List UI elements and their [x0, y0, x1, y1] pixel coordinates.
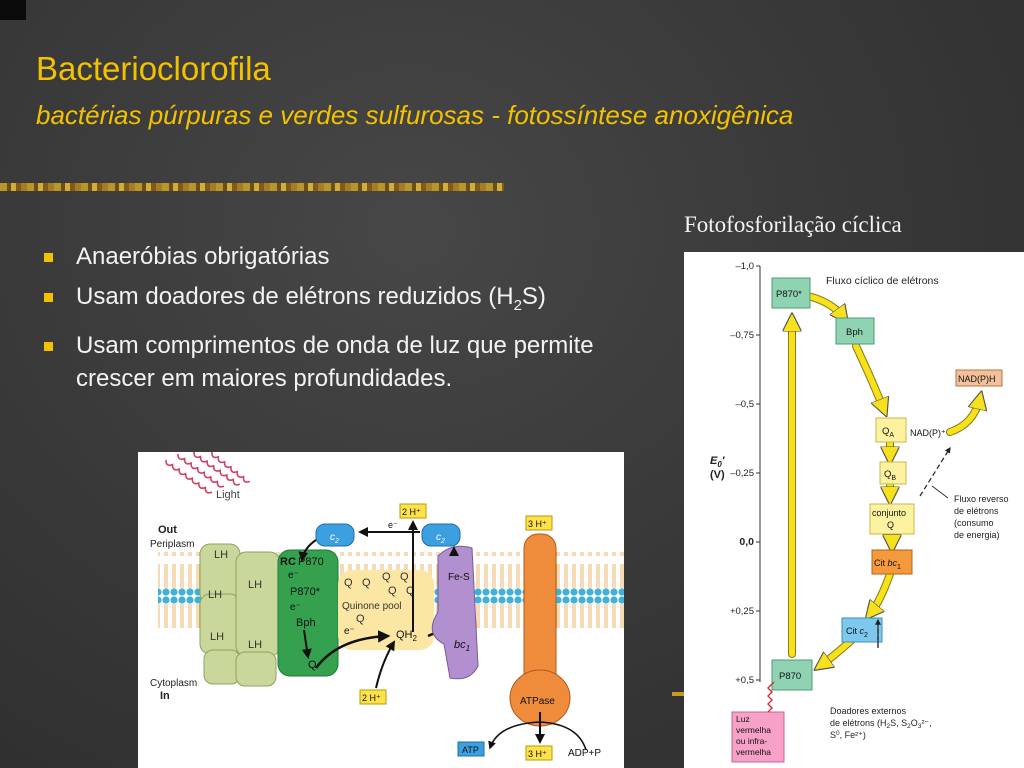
doadores-2-pre: de elétrons (H: [830, 718, 887, 728]
label-q-rc: Q: [308, 659, 317, 671]
cytochrome-bc1: [432, 546, 478, 679]
label-pool-2: Q: [887, 520, 895, 530]
right-figure-caption: Fotofosforilação cíclica: [684, 212, 902, 237]
cit-c2-pre: Cit: [846, 626, 860, 636]
slide-subtitle: bactérias púrpuras e verdes sulfurosas - fotossíntese anoxigênica: [36, 100, 794, 130]
label-e-1: e⁻: [288, 570, 299, 581]
label-atpase: ATPase: [520, 696, 555, 707]
axis-label-prime: ′: [721, 455, 725, 467]
label-adp: ADP+P: [568, 748, 602, 759]
energy-diagram: [684, 252, 1024, 768]
accent-line: [672, 692, 684, 696]
corner-mark: [0, 0, 26, 20]
axis-label-sub: 0: [717, 460, 722, 469]
qh-sub: 2: [412, 634, 417, 643]
label-lh-4: LH: [210, 631, 225, 643]
label-cytoplasm: Cytoplasm: [150, 678, 198, 689]
label-lh-1: LH: [214, 549, 229, 561]
bullet-square-icon: [44, 342, 53, 351]
doadores-2-end: ²⁻,: [921, 718, 932, 728]
axis-tick-label: –0,75: [730, 330, 754, 341]
qa-base: Q: [882, 426, 890, 437]
axis-tick-label: +0,5: [735, 675, 754, 686]
c2-right-base: c: [436, 532, 441, 543]
cit-c2-sub: 2: [864, 632, 868, 639]
bullet-item-3: [44, 329, 664, 395]
label-q-pool-5: Q: [388, 585, 397, 597]
label-pool-1: conjunto: [872, 508, 907, 518]
label-periplasm: Periplasm: [150, 539, 195, 550]
doadores-2-sub-b: 2: [907, 723, 911, 730]
dashed-reverse-flow: [920, 448, 950, 496]
reverse-callout-line: [932, 486, 948, 498]
bullet-text-2-post: S): [521, 283, 546, 310]
label-p870: P870: [298, 556, 324, 568]
qh-base: QH: [396, 629, 413, 641]
membrane-diagram-svg: [138, 452, 624, 768]
label-nadp-plus: NAD(P)⁺: [910, 428, 946, 438]
axis-tick-label: –1,0: [735, 261, 754, 272]
qa-sub: A: [889, 432, 895, 439]
axis-unit: (V): [710, 469, 725, 481]
label-lh-5: LH: [248, 639, 263, 651]
label-e-3: e⁻: [344, 626, 355, 637]
cit-bc1-c: bc: [887, 558, 898, 568]
label-q-pool-1: Q: [344, 577, 353, 589]
bullet-square-icon: [44, 253, 53, 262]
c2-left-sub: 2: [335, 538, 339, 545]
bc-sub: 1: [465, 644, 471, 653]
doadores-3-pre: S: [830, 730, 837, 740]
title-divider: [0, 183, 504, 191]
label-luz-1: Luz: [736, 714, 750, 724]
slide-title: Bacterioclorofila: [36, 50, 271, 87]
label-lh-3: LH: [208, 589, 223, 601]
label-atp: ATP: [462, 745, 479, 755]
cit-bc1-pre: Cit: [874, 558, 888, 568]
doadores-2-o: O: [910, 718, 918, 728]
doadores-3-end: ²⁺): [855, 730, 866, 740]
bullet-list: [44, 240, 664, 402]
cit-c2-c: c: [859, 626, 864, 636]
bullet-text-3: Usam comprimentos de onda de luz que permite crescer em maiores profundidades.: [76, 331, 594, 392]
axis-tick-label: –0,5: [735, 399, 754, 410]
axis-tick-label: +0,25: [729, 606, 754, 617]
qb-sub: B: [891, 475, 897, 482]
light-harvesting-complex: [200, 544, 280, 686]
label-reverso-3: (consumo: [954, 518, 994, 528]
axis-label: [710, 455, 726, 469]
label-3h-top: 3 H⁺: [528, 519, 547, 529]
label-out: Out: [158, 524, 177, 536]
label-e-4: e⁻: [388, 520, 398, 530]
bullet-text-1: Anaeróbias obrigatórias: [76, 243, 330, 270]
label-box-p870-star: P870*: [776, 289, 802, 300]
label-e-2: e⁻: [290, 602, 301, 613]
label-box-nadph: NAD(P)H: [958, 374, 996, 384]
bullet-text-2-sub: 2: [513, 296, 522, 314]
label-lh-2: LH: [248, 579, 263, 591]
qb-base: Q: [884, 469, 892, 480]
label-q-pool-3: Q: [382, 571, 391, 583]
bullet-square-icon: [44, 293, 53, 302]
label-reverso-1: Fluxo reverso: [954, 494, 1009, 504]
bullet-item-2: [44, 280, 664, 322]
c2-right-sub: 2: [441, 538, 445, 545]
label-q-pool-6: Q: [406, 585, 415, 597]
label-fluxo-ciclico: Fluxo cíclico de elétrons: [826, 275, 939, 287]
label-p870-star: P870*: [290, 586, 320, 598]
c2-left-base: c: [330, 532, 335, 543]
label-doadores-3: [830, 730, 866, 740]
label-q-pool-4: Q: [400, 571, 409, 583]
energy-diagram-svg: [684, 252, 1024, 768]
label-bph: Bph: [296, 617, 316, 629]
label-luz-2: vermelha: [736, 725, 771, 735]
doadores-3-sup: 0: [836, 730, 840, 737]
label-luz-3: ou infra-: [736, 736, 768, 746]
axis-tick-label: 0,0: [739, 536, 754, 548]
label-q-pool-2: Q: [362, 577, 371, 589]
label-3h-bottom: 3 H⁺: [528, 749, 547, 759]
label-rc: RC: [280, 556, 296, 568]
label-reverso-2: de elétrons: [954, 506, 999, 516]
membrane-diagram: [138, 452, 624, 768]
label-fes: Fe-S: [448, 572, 470, 583]
label-luz-4: vermelha: [736, 747, 771, 757]
doadores-3-mid: , Fe: [839, 730, 856, 740]
doadores-2-mid: S, S: [890, 718, 908, 728]
label-reverso-4: de energia): [954, 530, 1000, 540]
cit-bc1-sub: 1: [897, 564, 901, 571]
reaction-center: [278, 550, 338, 676]
label-doadores-2: [830, 718, 932, 730]
label-q-pool-7: Q: [356, 613, 365, 625]
label-quinone-pool: Quinone pool: [342, 601, 402, 612]
label-light: Light: [216, 489, 240, 501]
energy-axis-ticks: [730, 261, 760, 686]
axis-tick-label: –0,25: [730, 468, 754, 479]
label-in: In: [160, 690, 170, 702]
label-2h-top: 2 H⁺: [402, 507, 421, 517]
doadores-2-sub-c: 3: [917, 723, 922, 730]
label-2h-bottom: 2 H⁺: [362, 693, 381, 703]
bc-base: bc: [454, 639, 466, 651]
bullet-text-2-pre: Usam doadores de elétrons reduzidos (H: [76, 283, 514, 310]
label-box-p870: P870: [779, 671, 802, 682]
label-box-bph: Bph: [846, 327, 863, 338]
axis-label-e: E: [710, 455, 718, 467]
doadores-2-sub-a: 2: [886, 723, 891, 730]
label-doadores-1: Doadores externos: [830, 706, 907, 716]
bullet-item-1: [44, 240, 664, 273]
